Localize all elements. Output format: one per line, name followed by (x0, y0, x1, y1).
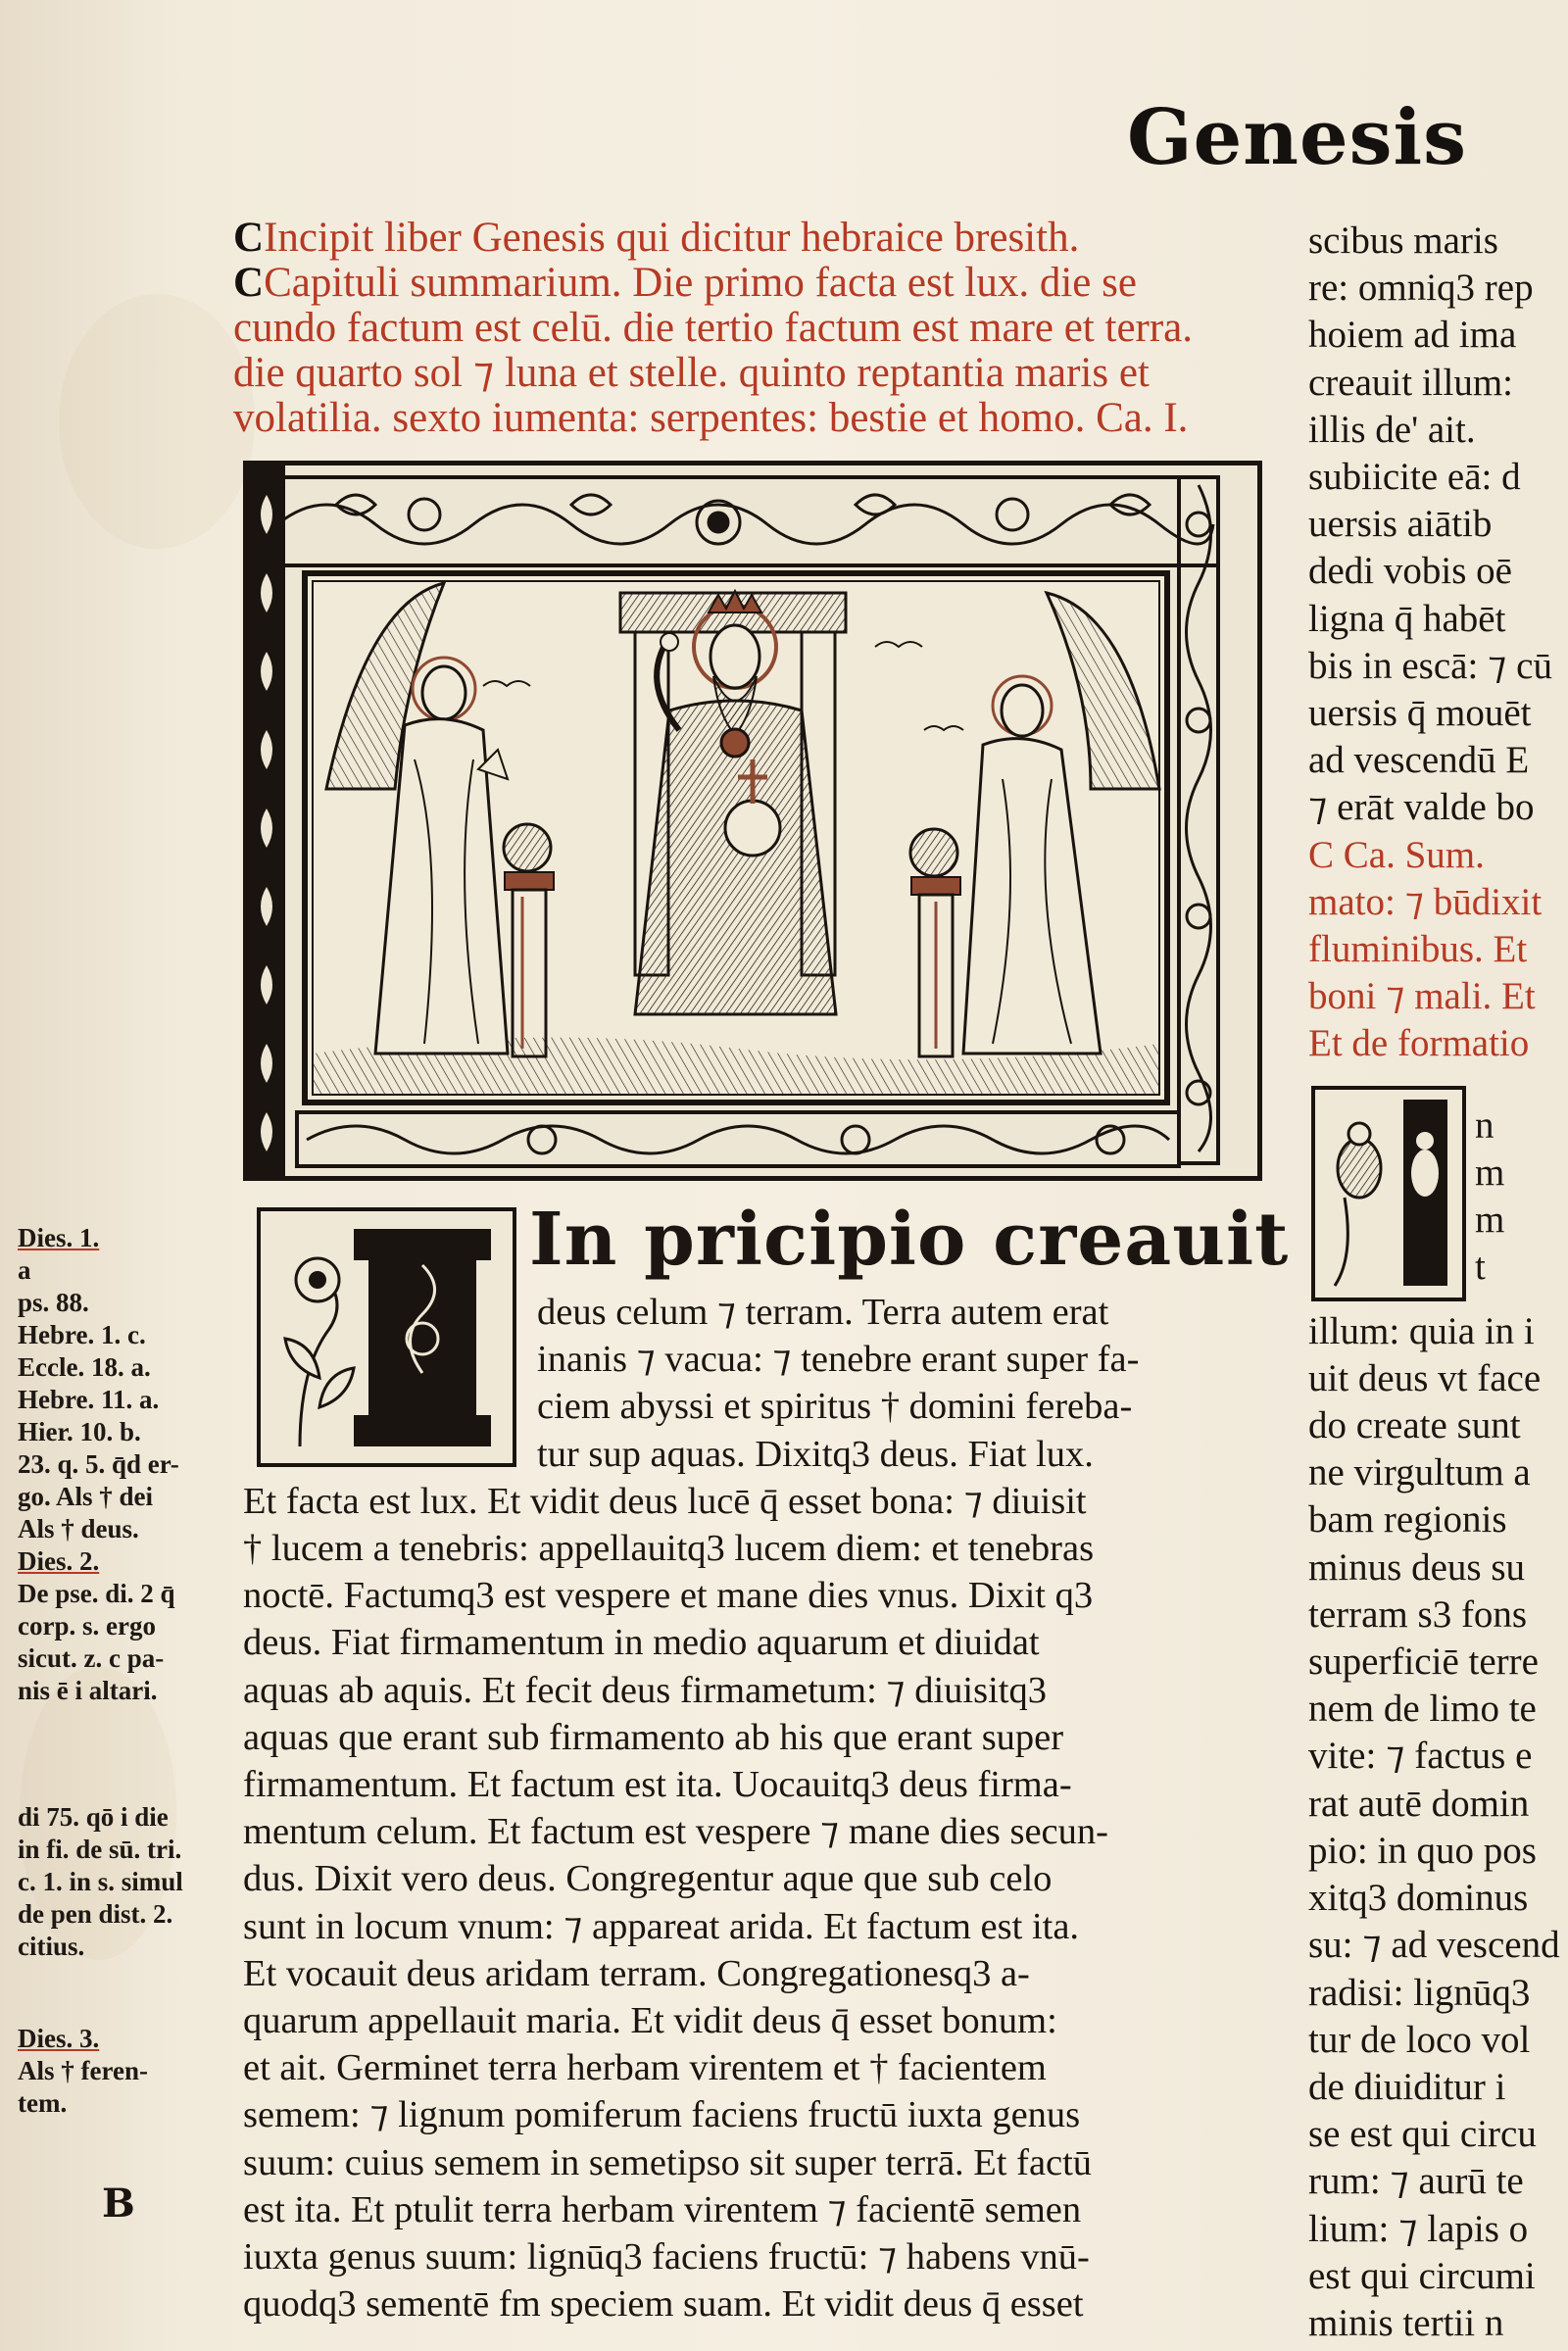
margin-note: di 75. qō i die (18, 1802, 169, 1832)
text-line: sunt in locum vnum: ⁊ appareat arida. Et factum est ita. (243, 1905, 1080, 1947)
right-column-side-line: m (1475, 1151, 1505, 1194)
right-column-rubric-line: mato: ⁊ būdixit (1308, 880, 1543, 923)
right-column-line: de diuiditur i (1308, 2065, 1506, 2108)
right-column-line: se est qui circu (1308, 2113, 1537, 2156)
right-column-rubric-line: boni ⁊ mali. Et (1308, 975, 1536, 1018)
text-line: semem: ⁊ lignum pomiferum faciens fructū iuxta genus (243, 2094, 1081, 2136)
text-line: Et vocauit deus aridam terram. Congregationesq3 a- (243, 1952, 1030, 1994)
right-column-line: scibus maris (1308, 220, 1498, 262)
right-column-line: rum: ⁊ aurū te (1308, 2160, 1524, 2203)
text-line: est ita. Et ptulit terra herbam virentem ⁊ facientē semen (243, 2188, 1082, 2230)
right-column-line: ne virgultum a (1308, 1451, 1531, 1494)
text-line: Et facta est lux. Et vidit deus lucē q̄ esset bona: ⁊ diuisit (243, 1480, 1087, 1522)
margin-note: c. 1. in s. simul (18, 1867, 183, 1896)
right-column-line: terram s3 fons (1308, 1592, 1528, 1636)
pilcrow-icon: C (233, 216, 265, 261)
right-column-line: xitq3 dominus (1308, 1877, 1529, 1920)
text-line: inanis ⁊ vacua: ⁊ tenebre erant super fa- (537, 1339, 1140, 1381)
right-column-line: subiicite eā: d (1308, 456, 1521, 499)
right-column-line: lium: ⁊ lapis o (1308, 2207, 1529, 2250)
right-column-line: pio: in quo pos (1308, 1829, 1537, 1872)
right-column-side-line: m (1475, 1199, 1505, 1241)
right-column-line: superficiē terre (1308, 1641, 1539, 1684)
text-line: mentum celum. Et factum est vespere ⁊ mane dies secun- (243, 1811, 1108, 1853)
right-column-line: ⁊ erāt valde bo (1308, 786, 1535, 829)
text-line: suum: cuius semem in semetipso sit super terrā. Et factū (243, 2141, 1093, 2183)
margin-note: citius. (18, 1932, 85, 1961)
right-column-line: nem de limo te (1308, 1688, 1537, 1731)
margin-note: Dies. 3. (18, 2024, 100, 2053)
right-column-line: bam regionis (1308, 1498, 1507, 1542)
text-line: deus. Fiat firmamentum in medio aquarum et diuidat (243, 1622, 1040, 1664)
right-column-line: hoiem ad ima (1308, 314, 1517, 357)
text-line: dus. Dixit vero deus. Congregentur aque que sub celo (243, 1858, 1053, 1900)
birds-initial-icon (1315, 1090, 1462, 1298)
pilcrow-icon: C (233, 261, 265, 306)
margin-note: de pen dist. 2. (18, 1899, 173, 1929)
margin-note: go. Als † dei (18, 1482, 154, 1511)
rubric (233, 216, 1262, 441)
margin-note: Dies. 1. (18, 1223, 100, 1252)
main-text (243, 1289, 1272, 2327)
text-line: aquas ab aquis. Et fecit deus firmametum: ⁊ diuisitq3 (243, 1669, 1047, 1711)
right-column-rubric-line: fluminibus. Et (1308, 928, 1528, 971)
text-line: iuxta genus suum: lignūq3 faciens fructū: ⁊ habens vnū- (243, 2236, 1090, 2278)
margin-notes-2 (18, 1801, 228, 1963)
right-column-line: ligna q̄ habēt (1308, 597, 1506, 640)
right-column-line: est qui circumi (1308, 2254, 1536, 2297)
signature-mark: B (102, 2180, 135, 2227)
margin-note: corp. s. ergo (18, 1611, 156, 1641)
margin-notes-3 (18, 2023, 228, 2120)
right-column-line: creauit illum: (1308, 361, 1514, 404)
right-column-line: ad vescendū E (1308, 739, 1530, 782)
paper-stain (59, 294, 255, 549)
right-column-line: do create sunt (1308, 1404, 1521, 1447)
margin-note: De pse. di. 2 q̄ (18, 1579, 175, 1608)
right-column-rubric-line: Et de formatio (1308, 1022, 1530, 1065)
right-column-line: uit deus vt face (1308, 1356, 1542, 1399)
margin-note: Als † feren- (18, 2056, 148, 2085)
margin-note: tem. (18, 2088, 68, 2118)
right-column-line: re: omniq3 rep (1308, 267, 1534, 310)
woodcut-image (248, 465, 1257, 1176)
right-column-line: uersis aiātib (1308, 503, 1493, 546)
right-column-line: minis tertii n (1308, 2301, 1504, 2344)
rubric-line: volatilia. sexto iumenta: serpentes: bestie et homo. Ca. I. (233, 396, 1189, 441)
bird-initial (1311, 1086, 1466, 1301)
right-column-line: vite: ⁊ factus e (1308, 1735, 1533, 1778)
margin-note: Hebre. 1. c. (18, 1320, 146, 1349)
right-column-rubric-line: C Ca. Sum. (1308, 833, 1485, 876)
right-column-line: illis de' ait. (1308, 408, 1476, 451)
right-column-line: radisi: lignūq3 (1308, 1971, 1531, 2014)
text-line: deus celum ⁊ terram. Terra autem erat (537, 1292, 1109, 1333)
rubric-line: die quarto sol ⁊ luna et stelle. quinto reptantia maris et (233, 351, 1150, 396)
margin-notes-1 (18, 1222, 228, 1707)
text-line: firmamentum. Et factum est ita. Uocauitq3 deus firma- (243, 1764, 1072, 1806)
right-column-line: dedi vobis oē (1308, 550, 1512, 593)
incipit: In pricipio creauit (529, 1198, 1290, 1282)
creation-woodcut (243, 461, 1262, 1181)
text-line: † lucem a tenebris: appellauitq3 lucem diem: et tenebras (243, 1528, 1095, 1570)
margin-note: ps. 88. (18, 1288, 89, 1317)
right-column-line: bis in escā: ⁊ cū (1308, 644, 1552, 687)
right-column-line: illum: quia in i (1308, 1309, 1535, 1352)
margin-note: Hier. 10. b. (18, 1417, 141, 1446)
right-column-line: tur de loco vol (1308, 2018, 1531, 2061)
margin-note: 23. q. 5. q̄d er- (18, 1449, 179, 1479)
margin-note: Als † deus. (18, 1514, 139, 1543)
right-column-line: minus deus su (1308, 1545, 1526, 1589)
text-line: quarum appellauit maria. Et vidit deus q̄ esset bonum: (243, 2000, 1057, 2042)
right-column-side-text (1475, 1102, 1568, 1291)
rubric-line: CIncipit liber Genesis qui dicitur hebraice bresith. (233, 216, 1080, 261)
text-line: tur sup aquas. Dixitq3 deus. Fiat lux. (537, 1433, 1094, 1475)
right-column-line: uersis q̄ mouēt (1308, 692, 1532, 735)
text-line: et ait. Germinet terra herbam virentem et † facientem (243, 2047, 1047, 2089)
margin-note: a (18, 1255, 31, 1285)
text-line: quodq3 sementē fm speciem suam. Et vidit deus q̄ esset (243, 2283, 1084, 2326)
rubric-line: cundo factum est celū. die tertio factum est mare et terra. (233, 306, 1194, 351)
rubric-line: CCapituli summarium. Die primo facta est lux. die se (233, 261, 1137, 306)
margin-note: sicut. z. c pa- (18, 1643, 165, 1673)
text-line: noctē. Factumq3 est vespere et mane dies vnus. Dixit q3 (243, 1575, 1094, 1617)
right-column-line: rat autē domin (1308, 1782, 1530, 1825)
margin-note: nis ē i altari. (18, 1676, 158, 1705)
right-column-line: su: ⁊ ad vescend (1308, 1924, 1560, 1967)
right-column-side-line: n (1475, 1104, 1494, 1147)
text-line: aquas que erant sub firmamento ab his que erant super (243, 1716, 1064, 1758)
running-head: Genesis (1127, 93, 1468, 182)
margin-note: Eccle. 18. a. (18, 1352, 151, 1382)
margin-note: in fi. de sū. tri. (18, 1835, 182, 1864)
text-line: ciem abyssi et spiritus † domini fereba- (537, 1386, 1133, 1428)
right-column-side-line: t (1475, 1246, 1486, 1288)
margin-note: Dies. 2. (18, 1546, 100, 1576)
margin-note: Hebre. 11. a. (18, 1385, 160, 1414)
